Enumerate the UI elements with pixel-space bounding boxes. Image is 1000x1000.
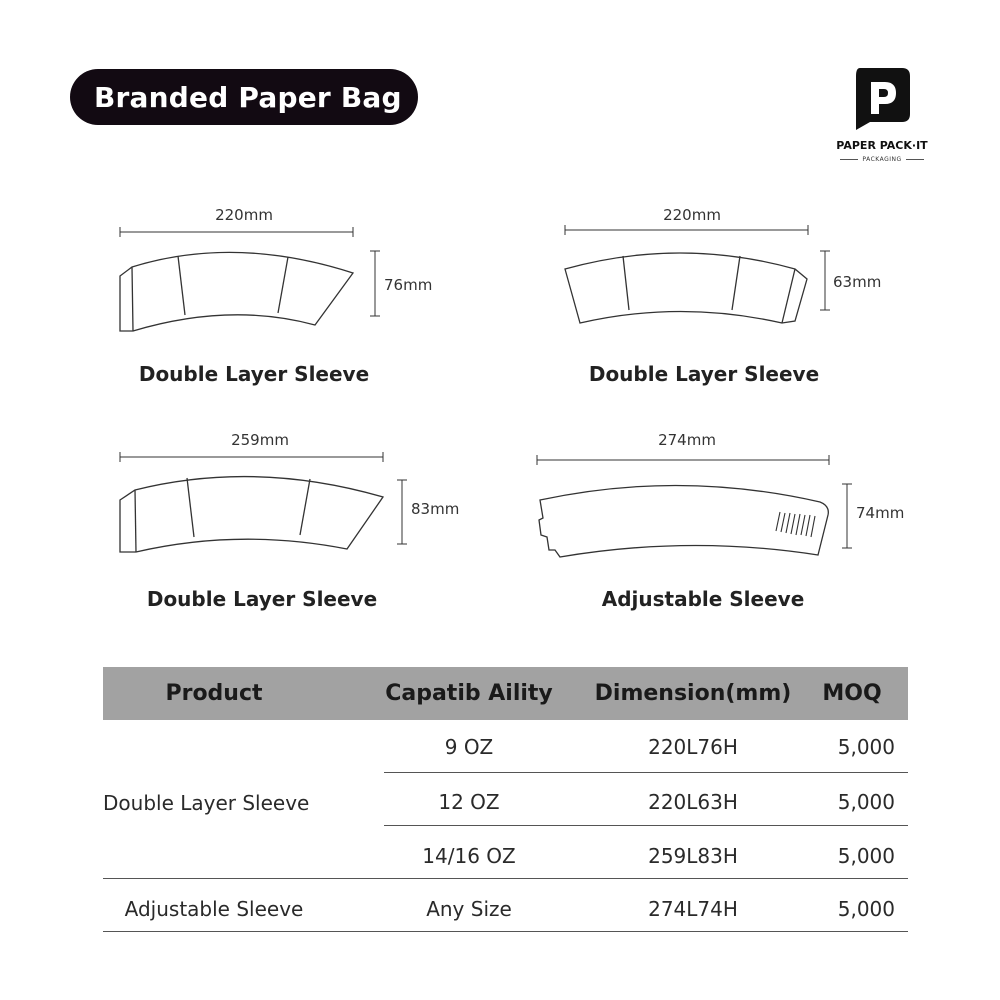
dimension-line-height-4 — [842, 484, 852, 548]
header-product: Product — [165, 681, 263, 706]
capacity-cell: Any Size — [426, 897, 512, 921]
capacity-cell: 14/16 OZ — [422, 844, 516, 868]
product-cell-double-layer: Double Layer Sleeve — [103, 791, 310, 815]
caption-2: Double Layer Sleeve — [588, 362, 820, 386]
row-divider — [384, 825, 908, 826]
brand-name: PAPER PACK·IT — [836, 139, 928, 152]
dimension-cell: 220L63H — [648, 790, 738, 814]
width-label-4: 274mm — [658, 431, 716, 449]
header-moq: MOQ — [822, 681, 882, 706]
dimension-cell: 259L83H — [648, 844, 738, 868]
height-label-1: 76mm — [384, 276, 433, 294]
table-header — [103, 667, 908, 720]
header-capacity: Capatib Aility — [385, 681, 553, 706]
height-label-3: 83mm — [411, 500, 460, 518]
product-cell-adjustable: Adjustable Sleeve — [124, 897, 304, 921]
capacity-cell: 9 OZ — [444, 735, 494, 759]
group-divider — [103, 878, 908, 879]
row-divider — [384, 772, 908, 773]
capacity-cell: 12 OZ — [438, 790, 500, 814]
brand-tagline: PACKAGING — [862, 156, 902, 163]
dimension-line-height-3 — [397, 480, 407, 544]
height-label-4: 74mm — [856, 504, 905, 522]
dimension-line-width-1 — [120, 227, 353, 237]
height-label-2: 63mm — [833, 273, 882, 291]
dimension-line-width-3 — [120, 452, 383, 462]
dimension-line-height-2 — [820, 251, 830, 310]
moq-cell: 5,000 — [837, 897, 895, 921]
width-label-3: 259mm — [231, 431, 289, 449]
caption-3: Double Layer Sleeve — [146, 587, 378, 611]
moq-cell: 5,000 — [837, 844, 895, 868]
moq-cell: 5,000 — [837, 735, 895, 759]
sleeve-drawing-4 — [539, 485, 828, 557]
caption-1: Double Layer Sleeve — [138, 362, 370, 386]
page-title: Branded Paper Bag — [94, 80, 402, 114]
moq-cell: 5,000 — [837, 790, 895, 814]
width-label-2: 220mm — [663, 206, 721, 224]
dimension-line-height-1 — [370, 251, 380, 316]
width-label-1: 220mm — [215, 206, 273, 224]
dimension-line-width-2 — [565, 225, 808, 235]
sleeve-drawing-3 — [120, 477, 383, 552]
sleeve-drawing-1 — [120, 252, 353, 331]
dimension-cell: 274L74H — [648, 897, 738, 921]
header-dimension: Dimension(mm) — [594, 681, 792, 706]
dimension-cell: 220L76H — [648, 735, 738, 759]
dimension-line-width-4 — [537, 455, 829, 465]
caption-4: Adjustable Sleeve — [601, 587, 805, 611]
sleeve-drawing-2 — [565, 253, 807, 323]
table-bottom-border — [103, 931, 908, 932]
